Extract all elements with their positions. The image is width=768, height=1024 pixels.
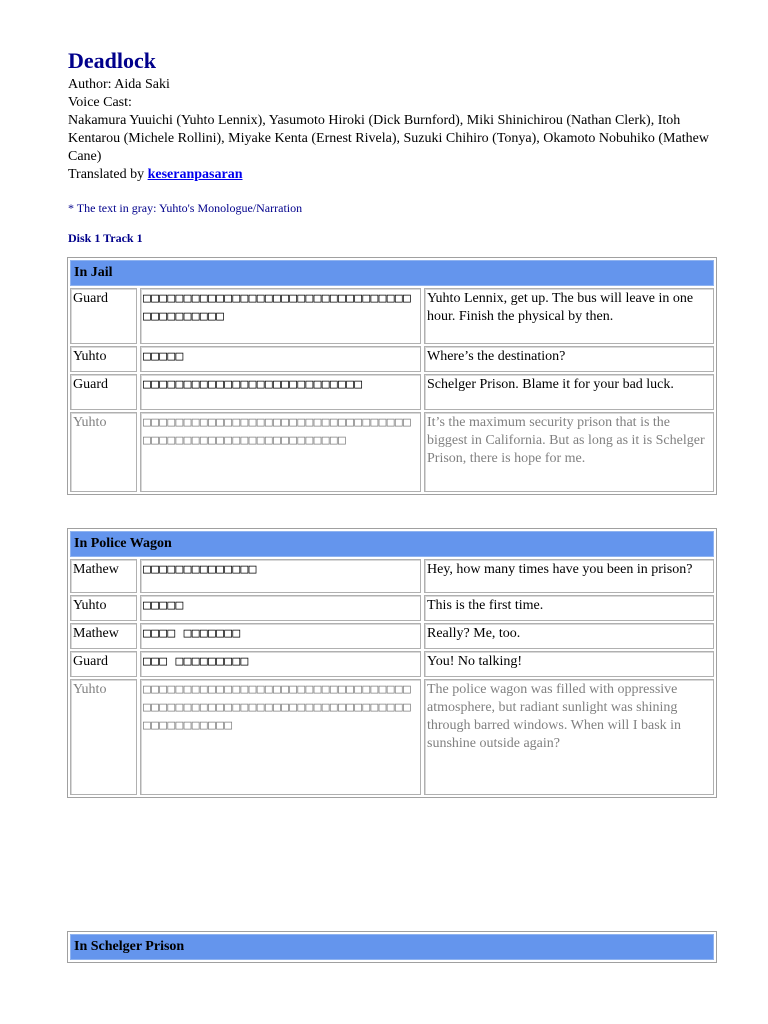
translated-by-label: Translated by [68,167,145,182]
voice-cast-label: Voice Cast: [68,95,132,110]
disk-track-heading: Disk 1 Track 1 [68,231,143,245]
scene-title: In Jail [70,260,714,286]
table-row [70,595,714,621]
japanese-cell: □□□□□ [140,595,421,621]
document-header [68,48,716,246]
translator-link[interactable]: keseranpasaran [147,167,243,182]
japanese-cell: □□□□□□□□□□□□□□□□□□□□□□□□□□□□□□□□□□□□□□□□□□□ [140,288,421,344]
author-line: Author: Aida Saki [68,77,170,92]
english-cell: It’s the maximum security prison that is the biggest in California. But as long as it is Schelger Prison, there is hope for me. [424,412,714,492]
scene-table-in-schelger-prison [67,931,717,963]
japanese-cell: □□□□□□□□□□□□□□□□□□□□□□□□□□□□□□□□□□□□□□□□□□□□□□□□□□□□□□□□□□□□□□□□□□□□□□□□□□□□□ [140,679,421,795]
japanese-cell: □□□□□□□□□□□□□□□□□□□□□□□□□□□ [140,374,421,410]
japanese-cell: □□□□□□□□□□□□□□□□□□□□□□□□□□□□□□□□□□□□□□□□□□□□□□□□□□□□□□□□□□ [140,412,421,492]
table-row [70,346,714,372]
table-row [70,559,714,593]
japanese-cell: □□□□ □□□□□□□ [140,623,421,649]
scene-title: In Police Wagon [70,531,714,557]
voice-cast-list: Nakamura Yuuichi (Yuhto Lennix), Yasumoto Hiroki (Dick Burnford), Miki Shinichirou (Nathan Clerk), Itoh Kentarou (Michele Rollini), Miyake Kenta (Ernest Rivela), Suzuki Chihiro (Tonya), Okamoto Nobuhiko (Mathew Cane) [68,113,709,164]
speaker-cell: Guard [70,651,137,677]
table-row [70,288,714,344]
table-row [70,374,714,410]
english-cell: Schelger Prison. Blame it for your bad luck. [424,374,714,410]
english-cell: Where’s the destination? [424,346,714,372]
japanese-cell: □□□□□ [140,346,421,372]
document-title: Deadlock [68,48,156,73]
scene-title: In Schelger Prison [70,934,714,960]
speaker-cell: Mathew [70,559,137,593]
scene-table-in-jail [67,257,717,495]
english-cell: You! No talking! [424,651,714,677]
speaker-cell: Guard [70,288,137,344]
speaker-cell: Yuhto [70,346,137,372]
japanese-cell: □□□ □□□□□□□□□ [140,651,421,677]
english-cell: The police wagon was filled with oppressive atmosphere, but radiant sunlight was shining through barred windows. When will I bask in sunshine outside again? [424,679,714,795]
table-row [70,651,714,677]
speaker-cell: Guard [70,374,137,410]
english-cell: This is the first time. [424,595,714,621]
table-row [70,623,714,649]
speaker-cell: Yuhto [70,679,137,795]
speaker-cell: Mathew [70,623,137,649]
table-row-monologue [70,679,714,795]
english-cell: Yuhto Lennix, get up. The bus will leave in one hour. Finish the physical by then. [424,288,714,344]
english-cell: Hey, how many times have you been in prison? [424,559,714,593]
gray-text-note: * The text in gray: Yuhto's Monologue/Narration [68,201,303,215]
scene-table-in-police-wagon [67,528,717,798]
table-row-monologue [70,412,714,492]
english-cell: Really? Me, too. [424,623,714,649]
translator-line [68,166,716,184]
speaker-cell: Yuhto [70,412,137,492]
speaker-cell: Yuhto [70,595,137,621]
japanese-cell: □□□□□□□□□□□□□□ [140,559,421,593]
